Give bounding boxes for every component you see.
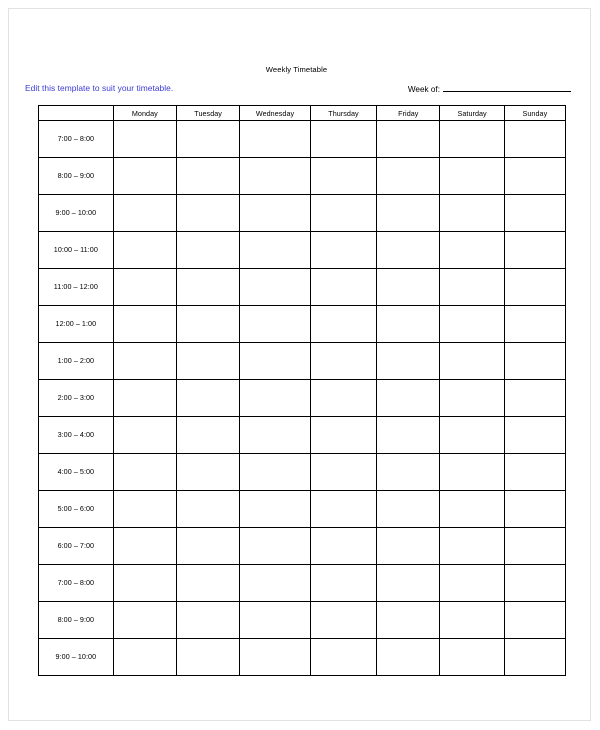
timetable-cell[interactable] [440, 528, 504, 565]
timetable-cell[interactable] [377, 528, 440, 565]
table-row [39, 343, 566, 380]
time-slot-label: 9:00 – 10:00 [39, 195, 114, 232]
table-row [39, 528, 566, 565]
timetable-cell[interactable] [440, 195, 504, 232]
timetable-cell[interactable] [310, 491, 376, 528]
day-header-thursday: Thursday [310, 106, 376, 121]
timetable-cell[interactable] [176, 528, 239, 565]
timetable-cell[interactable] [113, 306, 176, 343]
time-slot-label: 2:00 – 3:00 [39, 380, 114, 417]
timetable-cell[interactable] [113, 232, 176, 269]
timetable-cell[interactable] [240, 565, 311, 602]
timetable-cell[interactable] [504, 121, 565, 158]
timetable-cell[interactable] [377, 121, 440, 158]
timetable-cell[interactable] [176, 306, 239, 343]
day-header-friday: Friday [377, 106, 440, 121]
timetable-cell[interactable] [440, 343, 504, 380]
timetable-cell[interactable] [240, 269, 311, 306]
timetable-cell[interactable] [310, 380, 376, 417]
timetable-cell[interactable] [504, 269, 565, 306]
table-row [39, 417, 566, 454]
table-row [39, 565, 566, 602]
timetable-cell[interactable] [310, 232, 376, 269]
week-of-field [408, 82, 571, 95]
timetable-cell[interactable] [310, 565, 376, 602]
time-slot-label: 8:00 – 9:00 [39, 602, 114, 639]
day-header-saturday: Saturday [440, 106, 504, 121]
timetable-cell[interactable] [377, 380, 440, 417]
timetable-cell[interactable] [377, 232, 440, 269]
timetable-cell[interactable] [310, 306, 376, 343]
table-row [39, 602, 566, 639]
table-row [39, 454, 566, 491]
time-slot-label: 6:00 – 7:00 [39, 528, 114, 565]
timetable-cell[interactable] [377, 565, 440, 602]
timetable-cell[interactable] [240, 121, 311, 158]
timetable-cell[interactable] [176, 232, 239, 269]
timetable-cell[interactable] [440, 232, 504, 269]
timetable-cell[interactable] [176, 269, 239, 306]
timetable-cell[interactable] [113, 491, 176, 528]
timetable-cell[interactable] [240, 158, 311, 195]
timetable-cell[interactable] [377, 306, 440, 343]
timetable-cell[interactable] [176, 602, 239, 639]
table-row [39, 195, 566, 232]
timetable-cell[interactable] [240, 417, 311, 454]
timetable-cell[interactable] [440, 454, 504, 491]
timetable-cell[interactable] [504, 417, 565, 454]
timetable-container [38, 105, 566, 676]
timetable-cell[interactable] [504, 343, 565, 380]
table-row [39, 380, 566, 417]
timetable-cell[interactable] [504, 158, 565, 195]
table-row [39, 639, 566, 676]
time-slot-label: 7:00 – 8:00 [39, 565, 114, 602]
timetable-cell[interactable] [176, 454, 239, 491]
timetable-cell[interactable] [310, 417, 376, 454]
timetable-cell[interactable] [113, 639, 176, 676]
timetable-cell[interactable] [113, 158, 176, 195]
timetable-cell[interactable] [240, 639, 311, 676]
timetable-cell[interactable] [176, 639, 239, 676]
timetable-cell[interactable] [504, 454, 565, 491]
timetable-cell[interactable] [310, 158, 376, 195]
timetable-cell[interactable] [310, 269, 376, 306]
time-slot-label: 7:00 – 8:00 [39, 121, 114, 158]
timetable-cell[interactable] [240, 491, 311, 528]
timetable-cell[interactable] [113, 602, 176, 639]
timetable-cell[interactable] [377, 417, 440, 454]
timetable-cell[interactable] [113, 565, 176, 602]
timetable-cell[interactable] [377, 343, 440, 380]
timetable-cell[interactable] [310, 195, 376, 232]
timetable-cell[interactable] [440, 491, 504, 528]
timetable-cell[interactable] [240, 343, 311, 380]
timetable-cell[interactable] [113, 454, 176, 491]
corner-header-cell [39, 106, 114, 121]
timetable-cell[interactable] [440, 269, 504, 306]
timetable-cell[interactable] [176, 417, 239, 454]
timetable-cell[interactable] [440, 639, 504, 676]
timetable-cell[interactable] [504, 380, 565, 417]
document-page [8, 8, 591, 721]
header-row [39, 106, 566, 121]
table-row [39, 158, 566, 195]
time-slot-label: 4:00 – 5:00 [39, 454, 114, 491]
timetable-cell[interactable] [240, 232, 311, 269]
weekly-timetable [38, 105, 566, 676]
day-header-sunday: Sunday [504, 106, 565, 121]
timetable-cell[interactable] [377, 269, 440, 306]
week-of-label: Week of: [407, 85, 440, 94]
time-slot-label: 8:00 – 9:00 [39, 158, 114, 195]
time-slot-label: 11:00 – 12:00 [39, 269, 114, 306]
timetable-body [39, 121, 566, 676]
timetable-cell[interactable] [440, 306, 504, 343]
timetable-cell[interactable] [176, 491, 239, 528]
timetable-cell[interactable] [440, 121, 504, 158]
timetable-cell[interactable] [504, 602, 565, 639]
time-slot-label: 3:00 – 4:00 [39, 417, 114, 454]
table-row [39, 121, 566, 158]
timetable-cell[interactable] [240, 306, 311, 343]
timetable-cell[interactable] [377, 195, 440, 232]
table-row [39, 491, 566, 528]
timetable-cell[interactable] [113, 195, 176, 232]
timetable-cell[interactable] [176, 195, 239, 232]
time-slot-label: 12:00 – 1:00 [39, 306, 114, 343]
timetable-cell[interactable] [176, 565, 239, 602]
timetable-cell[interactable] [113, 380, 176, 417]
timetable-cell[interactable] [310, 639, 376, 676]
timetable-cell[interactable] [504, 565, 565, 602]
day-header-monday: Monday [113, 106, 176, 121]
timetable-cell[interactable] [310, 602, 376, 639]
time-slot-label: 9:00 – 10:00 [39, 639, 114, 676]
timetable-cell[interactable] [377, 158, 440, 195]
timetable-cell[interactable] [440, 602, 504, 639]
timetable-cell[interactable] [113, 417, 176, 454]
timetable-cell[interactable] [504, 232, 565, 269]
timetable-cell[interactable] [240, 454, 311, 491]
timetable-cell[interactable] [113, 121, 176, 158]
timetable-cell[interactable] [113, 528, 176, 565]
timetable-cell[interactable] [240, 528, 311, 565]
timetable-cell[interactable] [240, 602, 311, 639]
day-header-tuesday: Tuesday [176, 106, 239, 121]
timetable-cell[interactable] [377, 639, 440, 676]
timetable-cell[interactable] [113, 269, 176, 306]
timetable-cell[interactable] [377, 491, 440, 528]
table-row [39, 232, 566, 269]
timetable-cell[interactable] [504, 491, 565, 528]
timetable-cell[interactable] [310, 121, 376, 158]
timetable-cell[interactable] [504, 306, 565, 343]
timetable-cell[interactable] [310, 343, 376, 380]
page-title: Weekly Timetable [265, 65, 328, 74]
time-slot-label: 10:00 – 11:00 [39, 232, 114, 269]
timetable-cell[interactable] [240, 195, 311, 232]
timetable-cell[interactable] [113, 343, 176, 380]
timetable-cell[interactable] [377, 602, 440, 639]
week-of-input-line[interactable] [443, 82, 571, 92]
timetable-cell[interactable] [176, 343, 239, 380]
timetable-cell[interactable] [504, 528, 565, 565]
timetable-cell[interactable] [176, 121, 239, 158]
timetable-cell[interactable] [176, 380, 239, 417]
timetable-cell[interactable] [377, 454, 440, 491]
timetable-cell[interactable] [440, 565, 504, 602]
timetable-cell[interactable] [240, 380, 311, 417]
time-slot-label: 1:00 – 2:00 [39, 343, 114, 380]
timetable-cell[interactable] [440, 380, 504, 417]
edit-template-link[interactable]: Edit this template to suit your timetable. [25, 83, 174, 93]
timetable-cell[interactable] [504, 639, 565, 676]
timetable-header [39, 106, 566, 121]
timetable-cell[interactable] [310, 454, 376, 491]
timetable-cell[interactable] [440, 417, 504, 454]
timetable-cell[interactable] [440, 158, 504, 195]
time-slot-label: 5:00 – 6:00 [39, 491, 114, 528]
timetable-cell[interactable] [504, 195, 565, 232]
table-row [39, 306, 566, 343]
day-header-wednesday: Wednesday [240, 106, 311, 121]
table-row [39, 269, 566, 306]
timetable-cell[interactable] [176, 158, 239, 195]
timetable-cell[interactable] [310, 528, 376, 565]
